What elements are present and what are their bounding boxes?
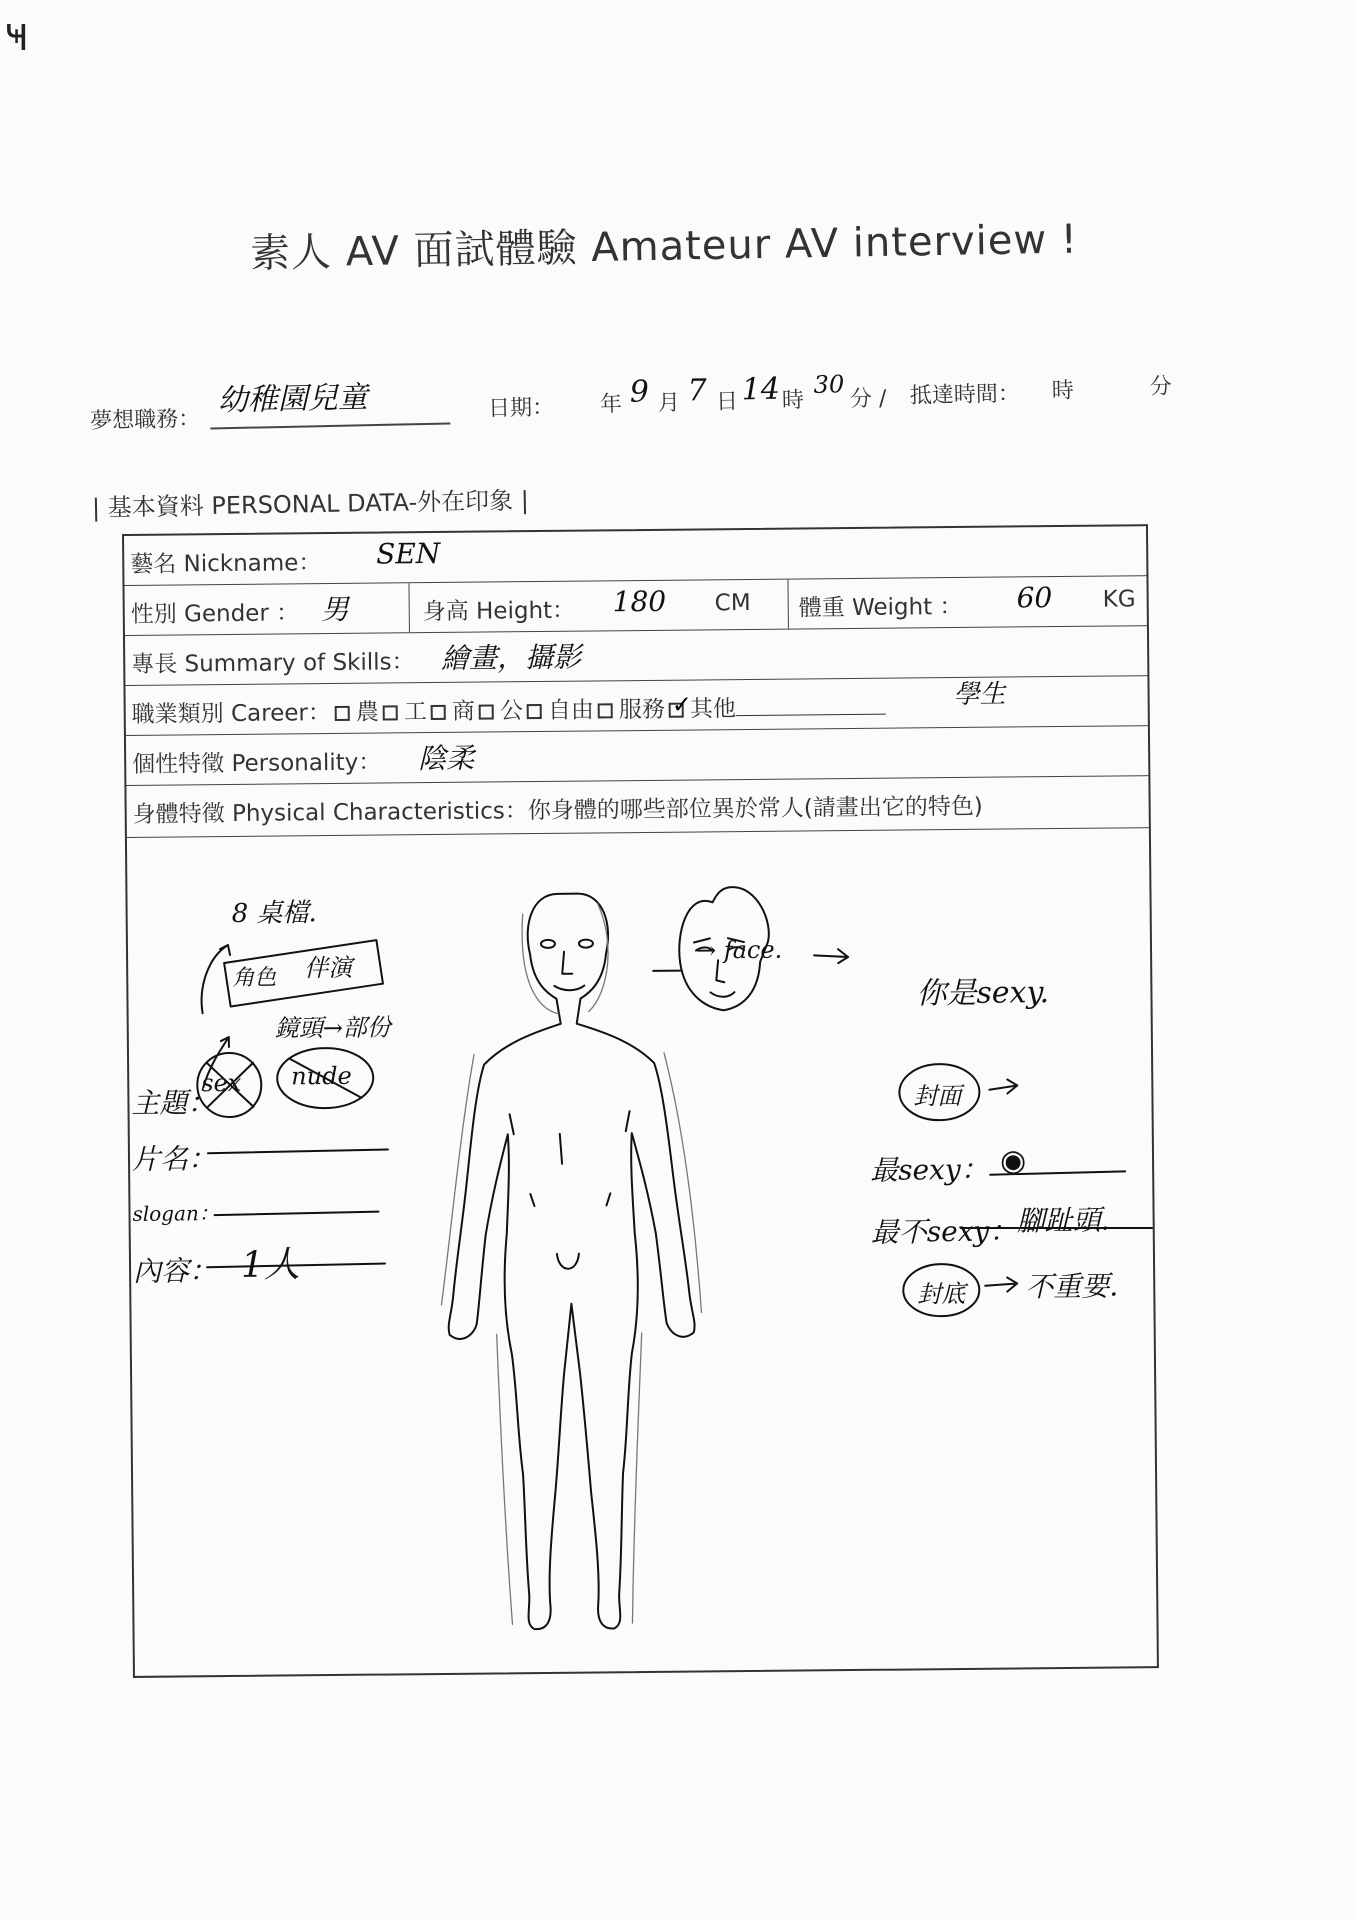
personal-data-form [122,524,1159,1678]
gender-value[interactable]: 男 [320,592,349,627]
dream-job-label: 夢想職務： [89,406,201,434]
career-row [132,689,886,729]
lens-note: 鏡頭→部份 [274,1013,391,1043]
weight-value[interactable]: 60 [1016,581,1053,615]
checkbox-commerce[interactable] [431,705,446,720]
day-value[interactable]: 7 [687,373,708,409]
role-note: 角色 [232,965,277,991]
section-title: | 基本資料 PERSONAL DATA-外在印象 | [91,486,530,522]
arrival-hour-label: 時 [1051,378,1075,404]
day-label: 日 [715,389,739,415]
theme-label: 主題： [131,1086,216,1120]
checkbox-other[interactable] [669,703,684,718]
career-other-value[interactable]: 學生 [953,679,1006,711]
gender-label: 性別 Gender ： [130,600,300,628]
career-other-label: 其他 [689,696,737,723]
checkbox-industry[interactable] [383,705,398,720]
partner-note: 伴演 [304,953,353,983]
checkbox-service[interactable] [598,703,613,718]
career-option: 工 [403,699,428,726]
date-label: 日期： [487,395,555,422]
height-unit: CM [714,589,751,617]
back-cover-note: 封底 [917,1279,966,1309]
hour-value[interactable]: 14 [741,371,781,408]
career-option: 公 [499,698,524,725]
dream-job-underline [210,422,450,429]
career-option: 服務 [618,696,666,724]
month-value[interactable]: 9 [629,374,650,410]
weight-unit: KG [1102,586,1136,613]
career-option: 自由 [547,697,595,724]
nickname-value[interactable]: SEN [376,536,441,571]
theme-nude: nude [291,1061,352,1091]
checkbox-farming[interactable] [335,706,350,721]
least-sexy-value[interactable]: 腳趾頭. [1016,1203,1110,1238]
minute-value[interactable]: 30 [813,370,845,399]
career-other-line [736,713,886,716]
personality-value[interactable]: 陰柔 [418,741,475,776]
cover-note: 封面 [913,1081,962,1111]
arrival-minute-label: 分 [1149,374,1173,400]
year-label: 年 [599,391,623,418]
film-title-label: 片名： [131,1142,217,1176]
personality-label: 個性特徵 Personality： [132,749,382,778]
back-cover-value[interactable]: 不重要. [1025,1269,1119,1304]
eight-grid-note: 8 桌檔. [231,898,317,929]
weight-label: 體重 Weight ： [798,593,963,622]
skills-label: 專長 Summary of Skills： [131,649,415,678]
content-value[interactable]: 1人 [240,1244,301,1286]
body-outline [445,893,698,1630]
drawing-area[interactable] [127,828,1157,1676]
checkbox-freelance[interactable] [527,704,542,719]
height-label: 身高 Height： [422,597,576,626]
arrival-label: 抵達時間： [909,381,1021,409]
physical-label: 身體特徵 Physical Characteristics：你身體的哪些部位異於常人(請畫出它的特色) [132,793,983,828]
content-label: 內容： [132,1254,218,1288]
minute-label: 分 / [849,386,887,413]
divider [408,583,409,632]
page-title: 素人 AV 面試體驗 Amateur AV interview ! [249,216,1079,277]
divider [787,580,788,629]
corner-mark: Ҹ [4,18,29,59]
most-sexy-label: 最sexy： [869,1152,989,1187]
slogan-label: slogan： [132,1201,219,1226]
career-option: 農 [355,699,380,726]
checkbox-public[interactable] [479,704,494,719]
face-note: → face. [695,935,783,965]
nickname-label: 藝名 Nickname： [130,550,322,578]
career-label: 職業類別 Career： [131,700,332,728]
skills-value[interactable]: 繪畫，攝影 [441,640,582,675]
interview-info-line [89,357,1190,440]
month-label: 月 [657,390,681,417]
career-option: 商 [451,698,476,725]
theme-sex: sex [201,1068,242,1098]
eye-icon: ◉ [999,1143,1027,1179]
least-sexy-label: 最不sexy： [870,1214,1018,1249]
dream-job-value[interactable]: 幼稚園兒童 [217,380,369,419]
you-are-sexy-note: 你是sexy. [916,975,1050,1012]
height-value[interactable]: 180 [612,584,667,619]
hour-label: 時 [781,388,805,414]
